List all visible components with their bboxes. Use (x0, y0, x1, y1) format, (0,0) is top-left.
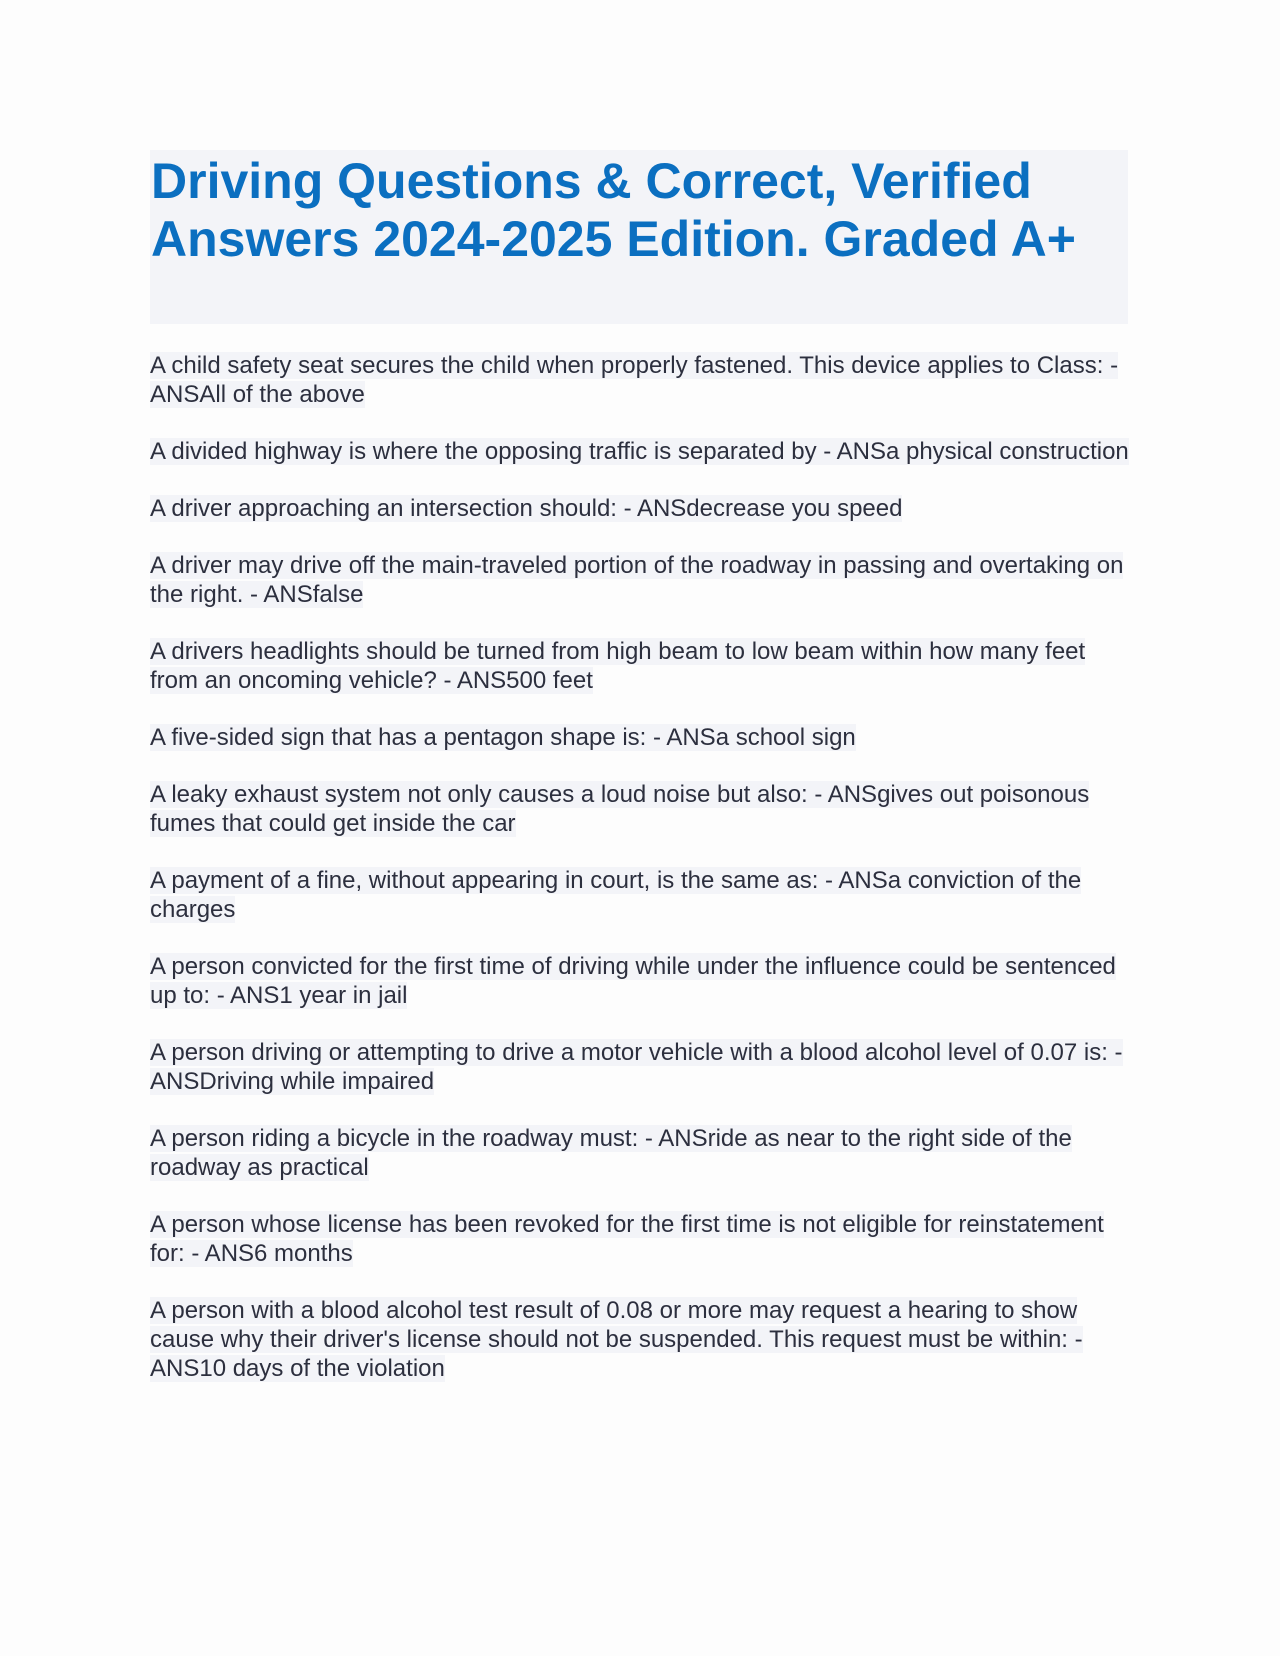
qa-list (150, 351, 1135, 1411)
qa-text: A driver may drive off the main-traveled portion of the roadway in passing and overtaking on the right. - ANSfalse (150, 552, 1124, 608)
qa-item (150, 952, 1135, 1010)
qa-text: A divided highway is where the opposing traffic is separated by - ANSa physical construction (150, 438, 1129, 465)
qa-item (150, 723, 1135, 752)
qa-text: A person convicted for the first time of driving while under the influence could be sentenced up to: - ANS1 year in jail (150, 953, 1116, 1009)
qa-item (150, 1124, 1135, 1182)
qa-text: A child safety seat secures the child when properly fastened. This device applies to Class: - ANSAll of the above (150, 352, 1119, 408)
qa-item (150, 866, 1135, 924)
qa-item (150, 351, 1135, 409)
qa-text: A person with a blood alcohol test result of 0.08 or more may request a hearing to show cause why their driver's license should not be suspended. This request must be within: - ANS10 days of the violation (150, 1297, 1083, 1382)
qa-item (150, 494, 1135, 523)
qa-item (150, 437, 1135, 466)
qa-text: A leaky exhaust system not only causes a loud noise but also: - ANSgives out poisonous fumes that could get inside the car (150, 781, 1090, 837)
qa-text: A person riding a bicycle in the roadway must: - ANSride as near to the right side of the roadway as practical (150, 1125, 1072, 1181)
qa-item (150, 551, 1135, 609)
qa-item (150, 1038, 1135, 1096)
title-box (150, 150, 1128, 324)
qa-text: A person whose license has been revoked for the first time is not eligible for reinstatement for: - ANS6 months (150, 1211, 1104, 1267)
qa-text: A driver approaching an intersection should: - ANSdecrease you speed (150, 495, 903, 522)
qa-text: A person driving or attempting to drive a motor vehicle with a blood alcohol level of 0.07 is: - ANSDriving while impaired (150, 1039, 1123, 1095)
qa-item (150, 1210, 1135, 1268)
qa-item (150, 780, 1135, 838)
document-title: Driving Questions & Correct, Verified Answers 2024-2025 Edition. Graded A+ (151, 153, 1076, 267)
qa-text: A payment of a fine, without appearing in court, is the same as: - ANSa conviction of the charges (150, 867, 1082, 923)
qa-text: A five-sided sign that has a pentagon shape is: - ANSa school sign (150, 724, 856, 751)
qa-item (150, 1296, 1135, 1383)
qa-item (150, 637, 1135, 695)
qa-text: A drivers headlights should be turned from high beam to low beam within how many feet from an oncoming vehicle? - ANS500 feet (150, 638, 1086, 694)
